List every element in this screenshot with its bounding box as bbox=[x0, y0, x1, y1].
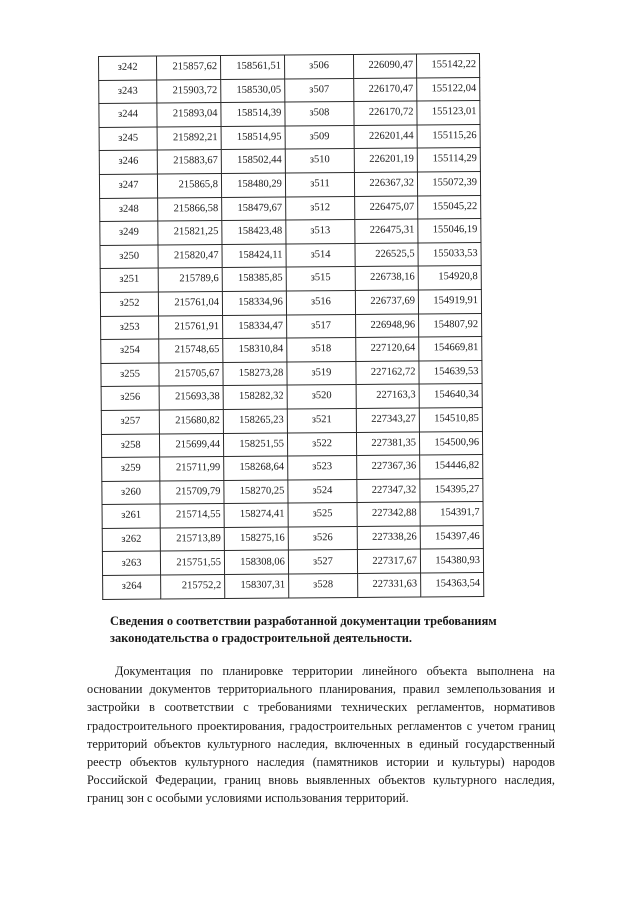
x-coord-cell: 215751,55 bbox=[161, 551, 225, 575]
x-coord-cell: 226948,96 bbox=[356, 314, 419, 338]
point-id-cell: з244 bbox=[99, 103, 157, 127]
y-coord-cell: 155046,19 bbox=[418, 219, 481, 243]
x-coord-cell: 226737,69 bbox=[355, 290, 418, 314]
y-coord-cell: 154380,93 bbox=[420, 549, 483, 573]
x-coord-cell: 215752,2 bbox=[161, 575, 225, 599]
table-row bbox=[101, 431, 482, 458]
table-row bbox=[99, 101, 480, 128]
y-coord-cell: 158275,16 bbox=[224, 527, 288, 551]
x-coord-cell: 215711,99 bbox=[160, 457, 224, 481]
point-id-cell: з256 bbox=[101, 386, 159, 410]
x-coord-cell: 215820,47 bbox=[158, 244, 222, 268]
x-coord-cell: 215709,79 bbox=[160, 480, 224, 504]
y-coord-cell: 158502,44 bbox=[221, 149, 285, 173]
y-coord-cell: 155142,22 bbox=[416, 54, 479, 78]
y-coord-cell: 154500,96 bbox=[419, 431, 482, 455]
x-coord-cell: 227163,3 bbox=[356, 384, 419, 408]
x-coord-cell: 215680,82 bbox=[159, 409, 223, 433]
point-id-cell: з518 bbox=[287, 338, 356, 362]
x-coord-cell: 226170,72 bbox=[354, 101, 417, 125]
y-coord-cell: 158423,48 bbox=[222, 220, 286, 244]
x-coord-cell: 215821,25 bbox=[158, 221, 222, 245]
y-coord-cell: 154363,54 bbox=[421, 573, 484, 597]
point-id-cell: з260 bbox=[102, 481, 160, 505]
point-id-cell: з508 bbox=[285, 102, 354, 126]
point-id-cell: з259 bbox=[102, 457, 160, 481]
x-coord-cell: 215705,67 bbox=[159, 362, 223, 386]
x-coord-cell: 227381,35 bbox=[356, 431, 419, 455]
y-coord-cell: 154669,81 bbox=[419, 337, 482, 361]
point-id-cell: з513 bbox=[286, 220, 355, 244]
x-coord-cell: 215865,8 bbox=[158, 174, 222, 198]
y-coord-cell: 154639,53 bbox=[419, 360, 482, 384]
point-id-cell: з506 bbox=[284, 54, 353, 78]
y-coord-cell: 154919,91 bbox=[418, 289, 481, 313]
x-coord-cell: 215761,04 bbox=[158, 291, 222, 315]
x-coord-cell: 227343,27 bbox=[356, 408, 419, 432]
table-row bbox=[99, 77, 480, 104]
y-coord-cell: 158514,39 bbox=[221, 102, 285, 126]
y-coord-cell: 155115,26 bbox=[417, 124, 480, 148]
y-coord-cell: 154510,85 bbox=[419, 407, 482, 431]
x-coord-cell: 226170,47 bbox=[354, 78, 417, 102]
y-coord-cell: 154397,46 bbox=[420, 525, 483, 549]
table-row bbox=[100, 195, 481, 222]
point-id-cell: з521 bbox=[287, 408, 356, 432]
x-coord-cell: 226090,47 bbox=[354, 54, 417, 78]
point-id-cell: з514 bbox=[286, 243, 355, 267]
table-row bbox=[99, 54, 480, 81]
table-row bbox=[101, 407, 482, 434]
point-id-cell: з525 bbox=[288, 503, 357, 527]
y-coord-cell: 158273,28 bbox=[223, 362, 287, 386]
point-id-cell: з255 bbox=[101, 363, 159, 387]
x-coord-cell: 215883,67 bbox=[157, 150, 221, 174]
table-row bbox=[100, 266, 481, 293]
y-coord-cell: 158479,67 bbox=[222, 197, 286, 221]
y-coord-cell: 154640,34 bbox=[419, 384, 482, 408]
point-id-cell: з510 bbox=[285, 149, 354, 173]
point-id-cell: з507 bbox=[285, 78, 354, 102]
y-coord-cell: 158480,29 bbox=[221, 173, 285, 197]
table-row bbox=[100, 289, 481, 316]
x-coord-cell: 227342,88 bbox=[357, 502, 420, 526]
y-coord-cell: 155123,01 bbox=[417, 101, 480, 125]
y-coord-cell: 154391,7 bbox=[420, 502, 483, 526]
x-coord-cell: 227317,67 bbox=[357, 549, 420, 573]
point-id-cell: з254 bbox=[101, 339, 159, 363]
table-row bbox=[101, 384, 482, 411]
x-coord-cell: 226738,16 bbox=[355, 266, 418, 290]
point-id-cell: з250 bbox=[100, 245, 158, 269]
y-coord-cell: 155122,04 bbox=[417, 77, 480, 101]
x-coord-cell: 227367,36 bbox=[357, 455, 420, 479]
point-id-cell: з257 bbox=[101, 410, 159, 434]
body-paragraph: Документация по планировке территории линейного объекта выполнена на основании документов территориального планирования, правил землепользования и застройки в соответствии с требованиями технических регламентов, нормативов градостроительного проектирования, градостроительных регламентов с учетом границ территорий объектов культурного наследия, включенных в единый государственный реестр объектов культурного наследия (памятников истории и культуры) народов Российской Федерации, границ вновь выявленных объектов культурного наследия, границ зон с особыми условиями использования территорий. bbox=[87, 664, 555, 806]
y-coord-cell: 158274,41 bbox=[224, 503, 288, 527]
y-coord-cell: 158308,06 bbox=[224, 550, 288, 574]
x-coord-cell: 227120,64 bbox=[356, 337, 419, 361]
table-row bbox=[101, 360, 482, 387]
y-coord-cell: 154446,82 bbox=[420, 455, 483, 479]
x-coord-cell: 226475,31 bbox=[355, 219, 418, 243]
x-coord-cell: 215866,58 bbox=[158, 197, 222, 221]
y-coord-cell: 158334,96 bbox=[222, 291, 286, 315]
y-coord-cell: 155072,39 bbox=[417, 171, 480, 195]
point-id-cell: з519 bbox=[287, 361, 356, 385]
table-row bbox=[99, 171, 480, 198]
x-coord-cell: 215893,04 bbox=[157, 103, 221, 127]
point-id-cell: з242 bbox=[99, 56, 157, 80]
coordinates-table bbox=[98, 53, 484, 600]
y-coord-cell: 158530,05 bbox=[221, 79, 285, 103]
point-id-cell: з247 bbox=[99, 174, 157, 198]
table-row bbox=[100, 219, 481, 246]
y-coord-cell: 155045,22 bbox=[418, 195, 481, 219]
point-id-cell: з245 bbox=[99, 127, 157, 151]
table-row bbox=[102, 502, 483, 529]
table-row bbox=[102, 478, 483, 505]
coordinates-table-body bbox=[99, 54, 484, 600]
table-row bbox=[100, 242, 481, 269]
y-coord-cell: 158265,23 bbox=[223, 409, 287, 433]
table-row bbox=[101, 337, 482, 364]
point-id-cell: з262 bbox=[102, 528, 160, 552]
point-id-cell: з515 bbox=[286, 267, 355, 291]
x-coord-cell: 215714,55 bbox=[160, 504, 224, 528]
x-coord-cell: 227331,63 bbox=[358, 573, 421, 597]
point-id-cell: з528 bbox=[288, 574, 357, 598]
x-coord-cell: 215699,44 bbox=[160, 433, 224, 457]
y-coord-cell: 158561,51 bbox=[221, 55, 285, 79]
y-coord-cell: 158514,95 bbox=[221, 126, 285, 150]
x-coord-cell: 215748,65 bbox=[159, 339, 223, 363]
table-row bbox=[102, 549, 483, 576]
y-coord-cell: 158385,85 bbox=[222, 267, 286, 291]
point-id-cell: з509 bbox=[285, 125, 354, 149]
point-id-cell: з251 bbox=[100, 268, 158, 292]
y-coord-cell: 155033,53 bbox=[418, 242, 481, 266]
table-row bbox=[101, 313, 482, 340]
x-coord-cell: 215789,6 bbox=[158, 268, 222, 292]
x-coord-cell: 215693,38 bbox=[159, 386, 223, 410]
point-id-cell: з520 bbox=[287, 385, 356, 409]
table-row bbox=[102, 525, 483, 552]
x-coord-cell: 226525,5 bbox=[355, 243, 418, 267]
y-coord-cell: 154920,8 bbox=[418, 266, 481, 290]
point-id-cell: з512 bbox=[286, 196, 355, 220]
y-coord-cell: 158268,64 bbox=[224, 456, 288, 480]
y-coord-cell: 158424,11 bbox=[222, 244, 286, 268]
y-coord-cell: 155114,29 bbox=[417, 148, 480, 172]
x-coord-cell: 226201,44 bbox=[354, 125, 417, 149]
point-id-cell: з527 bbox=[288, 550, 357, 574]
point-id-cell: з261 bbox=[102, 504, 160, 528]
point-id-cell: з248 bbox=[100, 198, 158, 222]
x-coord-cell: 226367,32 bbox=[354, 172, 417, 196]
x-coord-cell: 227338,26 bbox=[357, 526, 420, 550]
point-id-cell: з517 bbox=[286, 314, 355, 338]
point-id-cell: з252 bbox=[100, 292, 158, 316]
x-coord-cell: 215857,62 bbox=[157, 56, 221, 80]
table-row bbox=[99, 148, 480, 175]
x-coord-cell: 215903,72 bbox=[157, 79, 221, 103]
point-id-cell: з511 bbox=[285, 172, 354, 196]
y-coord-cell: 158270,25 bbox=[224, 480, 288, 504]
point-id-cell: з524 bbox=[288, 479, 357, 503]
x-coord-cell: 215761,91 bbox=[159, 315, 223, 339]
y-coord-cell: 158307,31 bbox=[225, 574, 289, 598]
point-id-cell: з246 bbox=[99, 150, 157, 174]
y-coord-cell: 158282,32 bbox=[223, 385, 287, 409]
section-heading: Сведения о соответствии разработанной документации требованиям законодательства о градостроительной деятельности. bbox=[110, 614, 497, 645]
point-id-cell: з249 bbox=[100, 221, 158, 245]
y-coord-cell: 158334,47 bbox=[223, 315, 287, 339]
y-coord-cell: 154807,92 bbox=[419, 313, 482, 337]
table-row bbox=[99, 124, 480, 151]
point-id-cell: з253 bbox=[101, 316, 159, 340]
y-coord-cell: 158251,55 bbox=[223, 433, 287, 457]
x-coord-cell: 226201,19 bbox=[354, 148, 417, 172]
point-id-cell: з526 bbox=[288, 526, 357, 550]
x-coord-cell: 215892,21 bbox=[157, 126, 221, 150]
x-coord-cell: 227347,32 bbox=[357, 479, 420, 503]
x-coord-cell: 226475,07 bbox=[355, 196, 418, 220]
point-id-cell: з522 bbox=[287, 432, 356, 456]
table-row bbox=[103, 573, 484, 600]
point-id-cell: з243 bbox=[99, 80, 157, 104]
x-coord-cell: 215713,89 bbox=[160, 527, 224, 551]
point-id-cell: з264 bbox=[103, 575, 161, 599]
y-coord-cell: 154395,27 bbox=[420, 478, 483, 502]
point-id-cell: з258 bbox=[101, 434, 159, 458]
point-id-cell: з516 bbox=[286, 290, 355, 314]
x-coord-cell: 227162,72 bbox=[356, 361, 419, 385]
point-id-cell: з523 bbox=[288, 456, 357, 480]
table-row bbox=[102, 455, 483, 482]
y-coord-cell: 158310,84 bbox=[223, 338, 287, 362]
point-id-cell: з263 bbox=[102, 551, 160, 575]
